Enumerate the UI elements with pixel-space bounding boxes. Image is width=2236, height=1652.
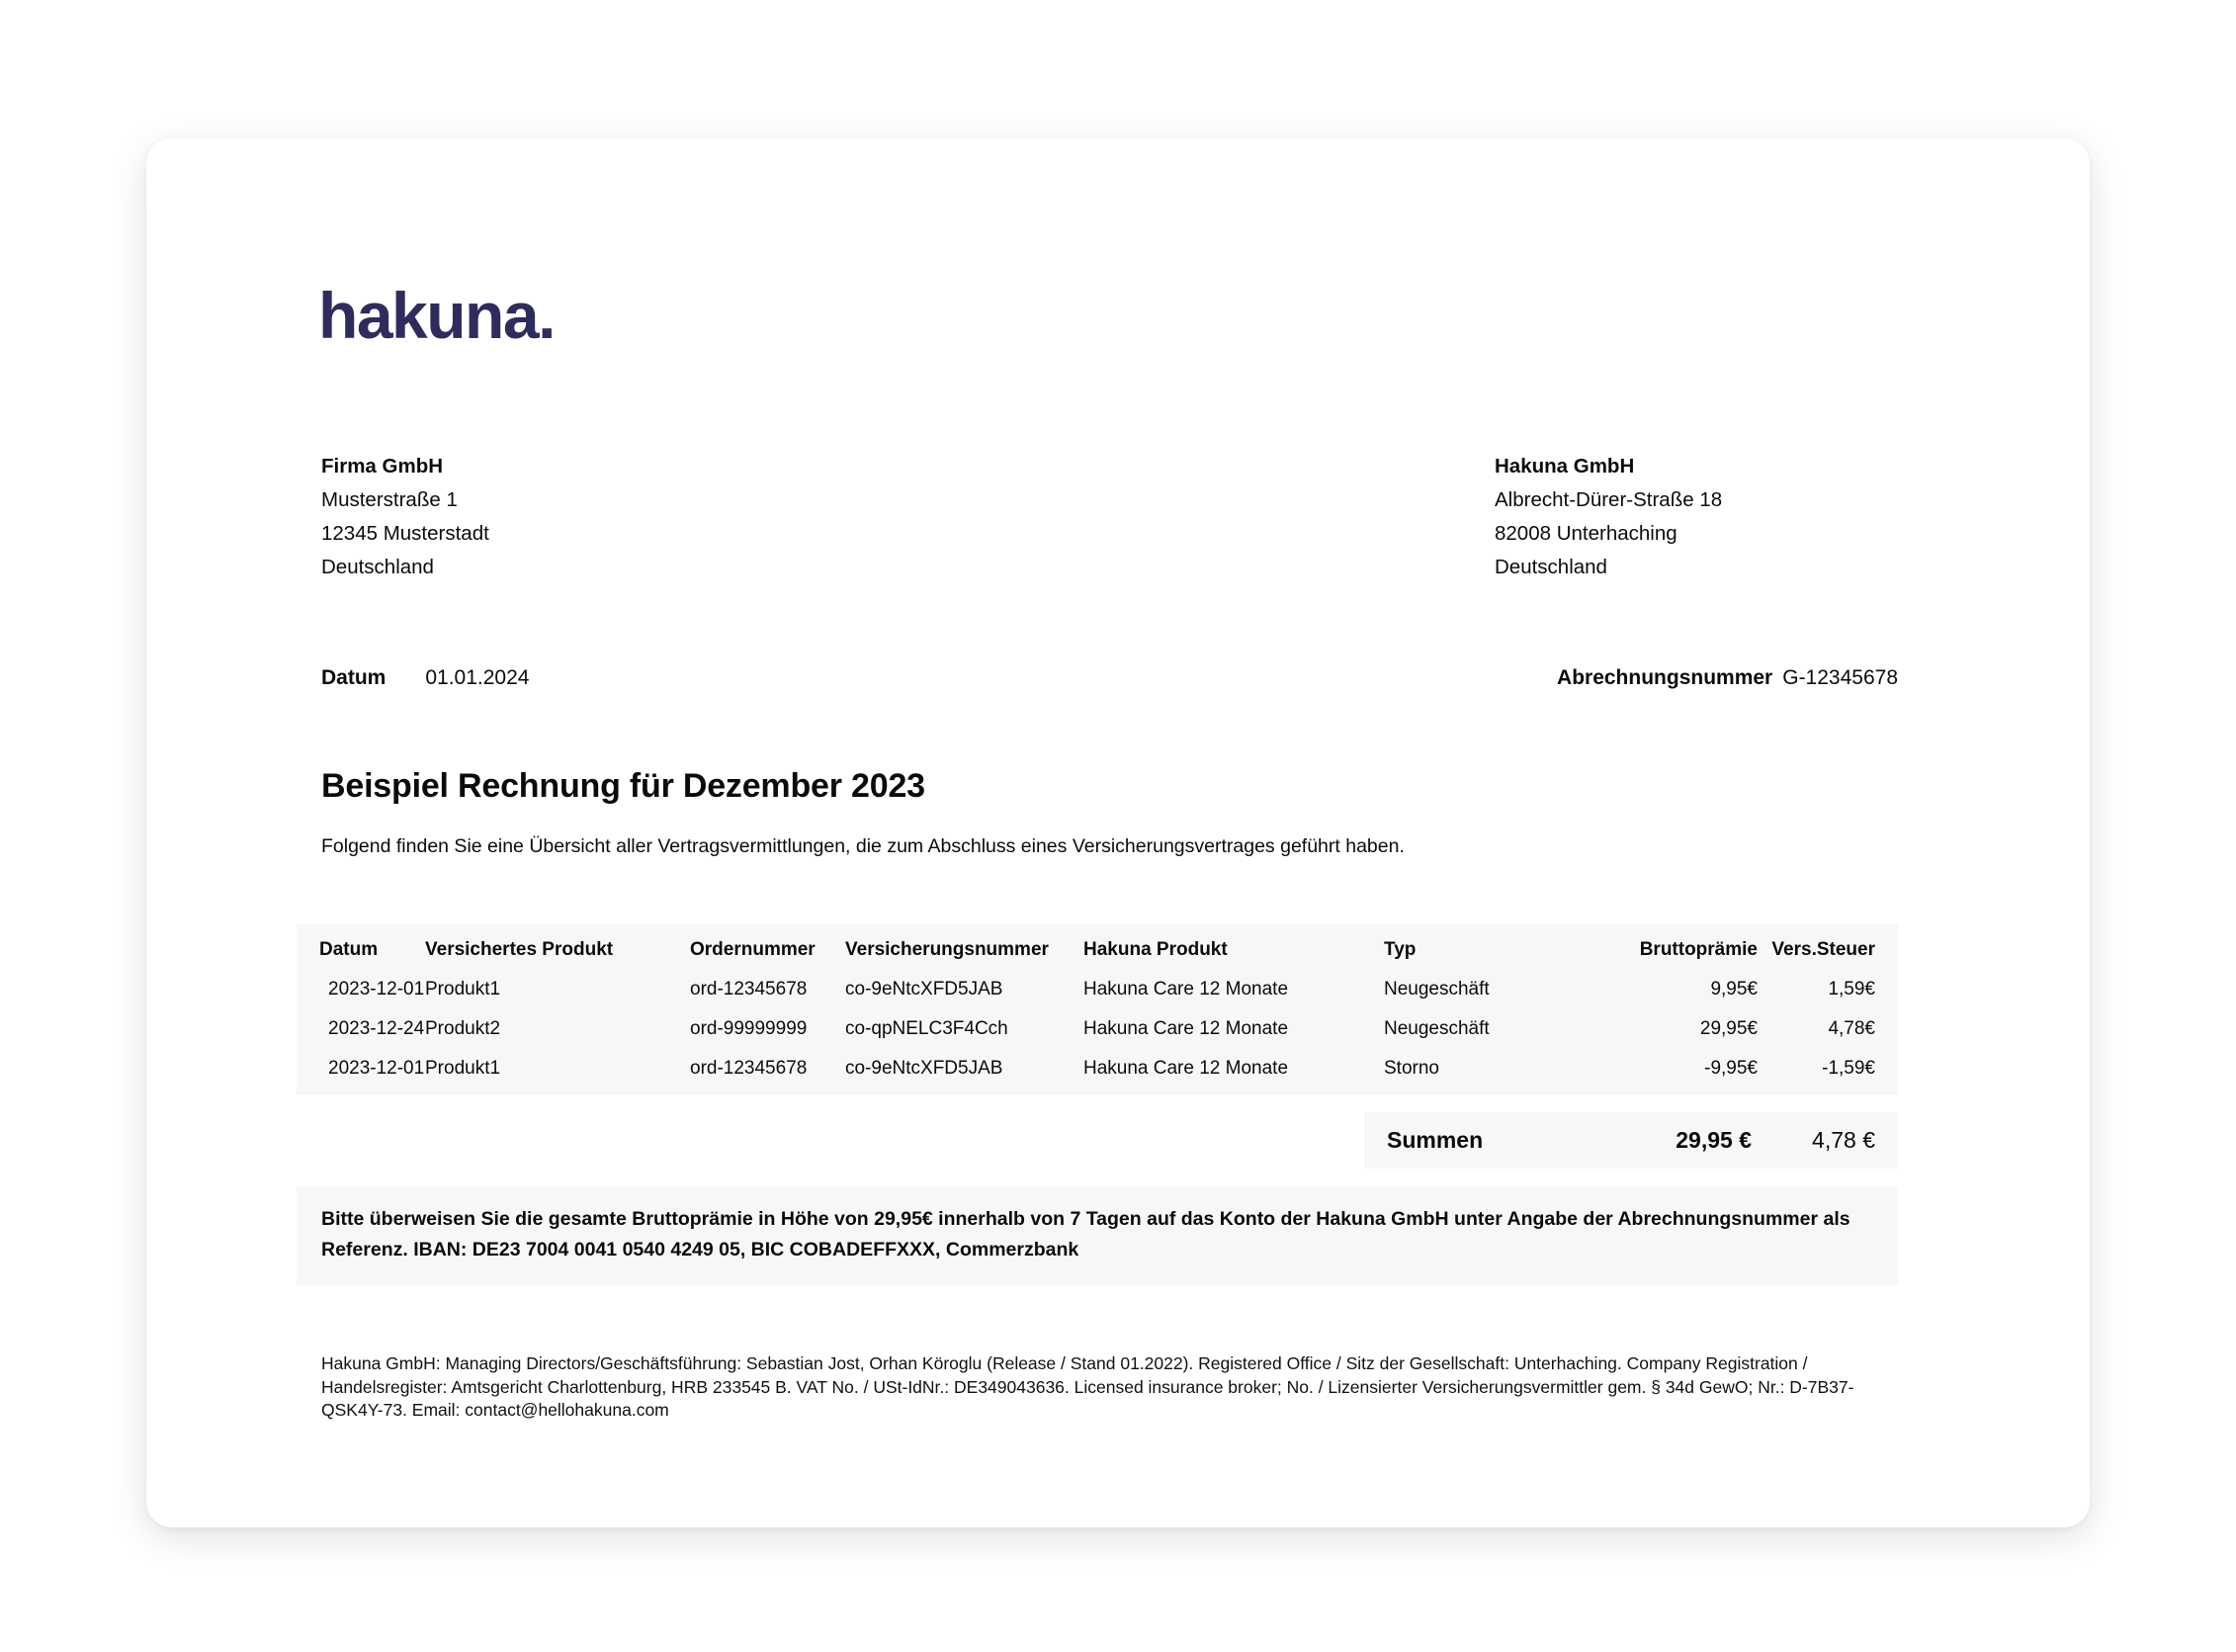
cell-bruttopraemie: 29,95€ — [1699, 1018, 1758, 1039]
sender-city: 82008 Unterhaching — [1495, 522, 1677, 545]
cell-hakuna-produkt: Hakuna Care 12 Monate — [1083, 1058, 1289, 1079]
cell-hakuna-produkt: Hakuna Care 12 Monate — [1083, 979, 1289, 1000]
totals-label: Summen — [1387, 1127, 1484, 1153]
invoice-subtitle: Folgend finden Sie eine Übersicht aller Vertragsvermittlungen, die zum Abschluss eines Versicherungsvertrages geführt haben. — [321, 835, 1405, 857]
cell-vers-steuer: -1,59€ — [1822, 1058, 1875, 1079]
column-header-ordernummer: Ordernummer — [690, 939, 816, 960]
cell-vers-steuer: 4,78€ — [1828, 1018, 1875, 1039]
hakuna-logo: hakuna. — [318, 279, 555, 352]
table-row — [319, 1049, 1875, 1088]
billing-number-value: G-12345678 — [1782, 666, 1898, 689]
cell-datum: 2023-12-01 — [328, 979, 425, 1000]
cell-typ: Storno — [1384, 1058, 1439, 1079]
footer-legal-text: Hakuna GmbH: Managing Directors/Geschäftsführung: Sebastian Jost, Orhan Köroglu (Release / Stand 01.2022). Registered Office / Sitz der Gesellschaft: Unterhaching. Company Registration / Handelsregister: Amtsgericht Charlottenburg, HRB 233545 B. VAT No. / USt-IdNr.: DE349043636. Licensed insurance broker; No. / Lizensierter Versicherungsvermittler gem. § 34d GewO; Nr.: D-7B37-QSK4Y-73. Email: contact@hellohakuna.com — [321, 1353, 1854, 1420]
payment-notice: Bitte überweisen Sie die gesamte Bruttoprämie in Höhe von 29,95€ innerhalb von 7 Tagen auf das Konto der Hakuna GmbH unter Angabe der Abrechnungsnummer als Referenz. IBAN: DE23 7004 0041 0540 4249 05, BIC COBADEFFXXX, Commerzbank — [297, 1186, 1898, 1285]
totals-insurance-tax: 4,78 € — [1812, 1127, 1875, 1153]
column-header-vers-steuer: Vers.Steuer — [1771, 939, 1875, 960]
column-header-datum: Datum — [319, 939, 379, 960]
totals-row — [1364, 1112, 1898, 1169]
positions-table — [297, 924, 1898, 1094]
column-header-versichertes-produkt: Versichertes Produkt — [425, 939, 614, 960]
table-row — [319, 970, 1875, 1009]
column-header-versicherungsnummer: Versicherungsnummer — [845, 939, 1049, 960]
cell-typ: Neugeschäft — [1384, 979, 1490, 1000]
cell-ordernummer: ord-12345678 — [690, 979, 808, 1000]
date-label: Datum — [321, 666, 387, 689]
column-header-bruttopraemie: Bruttoprämie — [1639, 939, 1758, 960]
sender-country: Deutschland — [1495, 556, 1607, 578]
totals-gross-premium: 29,95 € — [1676, 1127, 1752, 1153]
sender-street: Albrecht-Dürer-Straße 18 — [1495, 488, 1723, 511]
billing-number — [1557, 664, 1898, 692]
cell-ordernummer: ord-99999999 — [690, 1018, 808, 1039]
cell-bruttopraemie: -9,95€ — [1704, 1058, 1758, 1079]
billing-number-label: Abrechnungsnummer — [1557, 666, 1773, 689]
invoice-date — [321, 664, 529, 692]
recipient-address — [321, 450, 489, 584]
cell-ordernummer: ord-12345678 — [690, 1058, 808, 1079]
invoice-document — [146, 138, 2090, 1527]
recipient-country: Deutschland — [321, 556, 434, 578]
cell-datum: 2023-12-01 — [328, 1058, 425, 1079]
cell-typ: Neugeschäft — [1384, 1018, 1490, 1039]
column-header-hakuna-produkt: Hakuna Produkt — [1083, 939, 1228, 960]
cell-versicherungsnummer: co-9eNtcXFD5JAB — [845, 1058, 1003, 1079]
sender-name: Hakuna GmbH — [1495, 455, 1635, 478]
date-value: 01.01.2024 — [425, 666, 530, 689]
table-header-row — [319, 930, 1875, 970]
cell-versicherungsnummer: co-9eNtcXFD5JAB — [845, 979, 1003, 1000]
recipient-city: 12345 Musterstadt — [321, 522, 489, 545]
cell-vers-steuer: 1,59€ — [1828, 979, 1875, 1000]
invoice-title: Beispiel Rechnung für Dezember 2023 — [321, 767, 925, 805]
cell-versichertes-produkt: Produkt1 — [425, 1058, 501, 1079]
cell-versicherungsnummer: co-qpNELC3F4Cch — [845, 1018, 1008, 1039]
cell-versichertes-produkt: Produkt1 — [425, 979, 501, 1000]
cell-bruttopraemie: 9,95€ — [1710, 979, 1758, 1000]
cell-versichertes-produkt: Produkt2 — [425, 1018, 501, 1039]
cell-hakuna-produkt: Hakuna Care 12 Monate — [1083, 1018, 1289, 1039]
cell-datum: 2023-12-24 — [328, 1018, 425, 1039]
recipient-street: Musterstraße 1 — [321, 488, 458, 511]
table-row — [319, 1009, 1875, 1049]
sender-address — [1495, 450, 1722, 584]
column-header-typ: Typ — [1384, 939, 1417, 960]
recipient-name: Firma GmbH — [321, 455, 444, 478]
